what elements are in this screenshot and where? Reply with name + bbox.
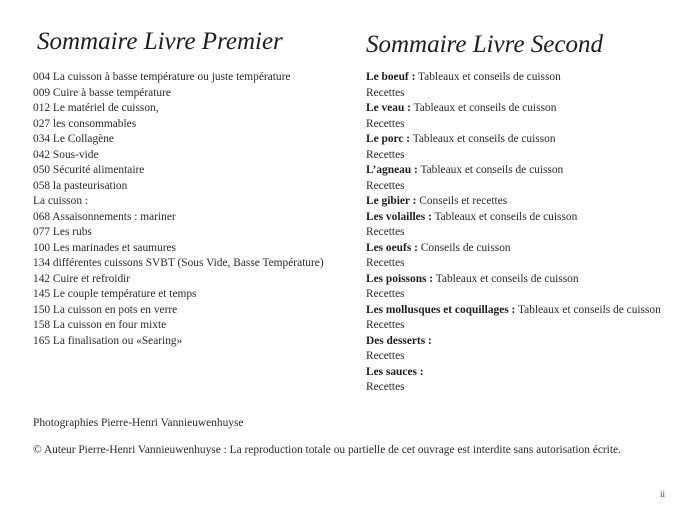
- toc-section-label: Le gibier :: [366, 195, 417, 207]
- toc-entry: 145 Le couple température et temps: [33, 288, 197, 300]
- toc-section-desc: Recettes: [366, 148, 405, 161]
- toc-entry: 012 Le matériel de cuisson,: [33, 102, 159, 114]
- toc-section-desc: Tableaux et conseils de cuisson: [410, 102, 557, 114]
- toc-section-desc: Recettes: [366, 226, 405, 238]
- toc-entry: [366, 303, 666, 319]
- toc-entry: [366, 287, 666, 303]
- book-one-contents: [33, 70, 343, 349]
- toc-section-desc: Recettes: [366, 381, 405, 393]
- toc-entry: [366, 101, 666, 117]
- toc-entry: 142 Cuire et refroidir: [33, 272, 131, 285]
- toc-entry: [366, 349, 666, 365]
- toc-section-desc: Recettes: [366, 117, 405, 130]
- toc-entry: [366, 334, 666, 350]
- toc-entry: [366, 272, 666, 288]
- toc-entry: 100 Les marinades et saumures: [33, 241, 176, 254]
- toc-section-desc: Recettes: [366, 288, 405, 300]
- toc-section-label: Les sauces :: [366, 365, 424, 378]
- book-one-title: Sommaire Livre Premier: [37, 28, 283, 55]
- toc-entry: 058 la pasteurisation: [33, 179, 128, 192]
- toc-section-label: Les mollusques et coquillages :: [366, 303, 516, 316]
- toc-section-label: Les poissons :: [366, 272, 434, 285]
- toc-entry: 009 Cuire à basse température: [33, 86, 171, 99]
- toc-entry: 004 La cuisson à basse température ou juste température: [33, 71, 291, 83]
- toc-section-desc: Tableaux et conseils de cuisson: [415, 71, 561, 83]
- toc-entry: 158 La cuisson en four mixte: [33, 319, 167, 331]
- toc-entry: La cuisson :: [33, 195, 89, 207]
- toc-section-desc: Tableaux et conseils de cuisson: [431, 210, 578, 223]
- toc-entry: [366, 86, 666, 102]
- toc-section-label: Le porc :: [366, 133, 411, 145]
- toc-entry: [366, 132, 666, 148]
- toc-entry: [366, 225, 666, 241]
- toc-entry: 042 Sous-vide: [33, 148, 99, 161]
- toc-section-label: Les oeufs :: [366, 241, 418, 254]
- toc-entry: [366, 256, 666, 272]
- toc-section-label: Le boeuf :: [366, 71, 416, 83]
- toc-section-label: Les volailles :: [366, 210, 432, 223]
- toc-entry: [366, 70, 666, 86]
- toc-entry: 050 Sécurité alimentaire: [33, 164, 145, 176]
- toc-entry: 034 Le Collagène: [33, 133, 114, 145]
- toc-entry: [366, 163, 666, 179]
- toc-section-desc: Tableaux et conseils de cuisson: [417, 164, 564, 176]
- toc-entry: [366, 179, 666, 195]
- toc-section-desc: Recettes: [366, 319, 405, 331]
- toc-entry: 068 Assaisonnements : mariner: [33, 210, 176, 223]
- toc-entry: [366, 380, 666, 396]
- toc-section-desc: Recettes: [366, 179, 405, 192]
- toc-section-label: Le veau :: [366, 102, 411, 114]
- toc-entry: 077 Les rubs: [33, 226, 92, 238]
- toc-entry: 134 différentes cuissons SVBT (Sous Vide, Basse Température): [33, 257, 324, 269]
- toc-entry: [366, 117, 666, 133]
- toc-entry: 150 La cuisson en pots en verre: [33, 303, 178, 316]
- toc-entry: [366, 210, 666, 226]
- page-number: ii: [660, 489, 666, 499]
- copyright-notice: © Auteur Pierre-Henri Vannieuwenhuyse : La reproduction totale ou partielle de cet ouvrage est interdite sans autorisation écrite.: [33, 444, 621, 456]
- book-two-contents: [366, 70, 666, 396]
- toc-section-desc: Tableaux et conseils de cuisson: [515, 303, 661, 316]
- toc-entry: [366, 241, 666, 257]
- toc-section-desc: Recettes: [366, 350, 405, 362]
- toc-section-desc: Recettes: [366, 86, 405, 99]
- toc-section-label: L’agneau :: [366, 164, 418, 176]
- photo-credit: Photographies Pierre-Henri Vannieuwenhuyse: [33, 417, 244, 429]
- toc-entry: [366, 148, 666, 164]
- toc-section-desc: Tableaux et conseils de cuisson: [410, 133, 556, 145]
- toc-entry: 165 La finalisation ou «Searing»: [33, 334, 183, 347]
- toc-section-desc: Recettes: [366, 257, 405, 269]
- toc-section-desc: Conseils de cuisson: [417, 241, 511, 254]
- toc-entry: [366, 194, 666, 210]
- toc-section-label: Des desserts :: [366, 334, 432, 347]
- toc-section-desc: Tableaux et conseils de cuisson: [433, 272, 579, 285]
- toc-entry: [366, 318, 666, 334]
- book-two-title: Sommaire Livre Second: [366, 31, 603, 58]
- toc-entry: 027 les consommables: [33, 117, 137, 130]
- toc-section-desc: Conseils et recettes: [416, 195, 508, 207]
- toc-entry: [366, 365, 666, 381]
